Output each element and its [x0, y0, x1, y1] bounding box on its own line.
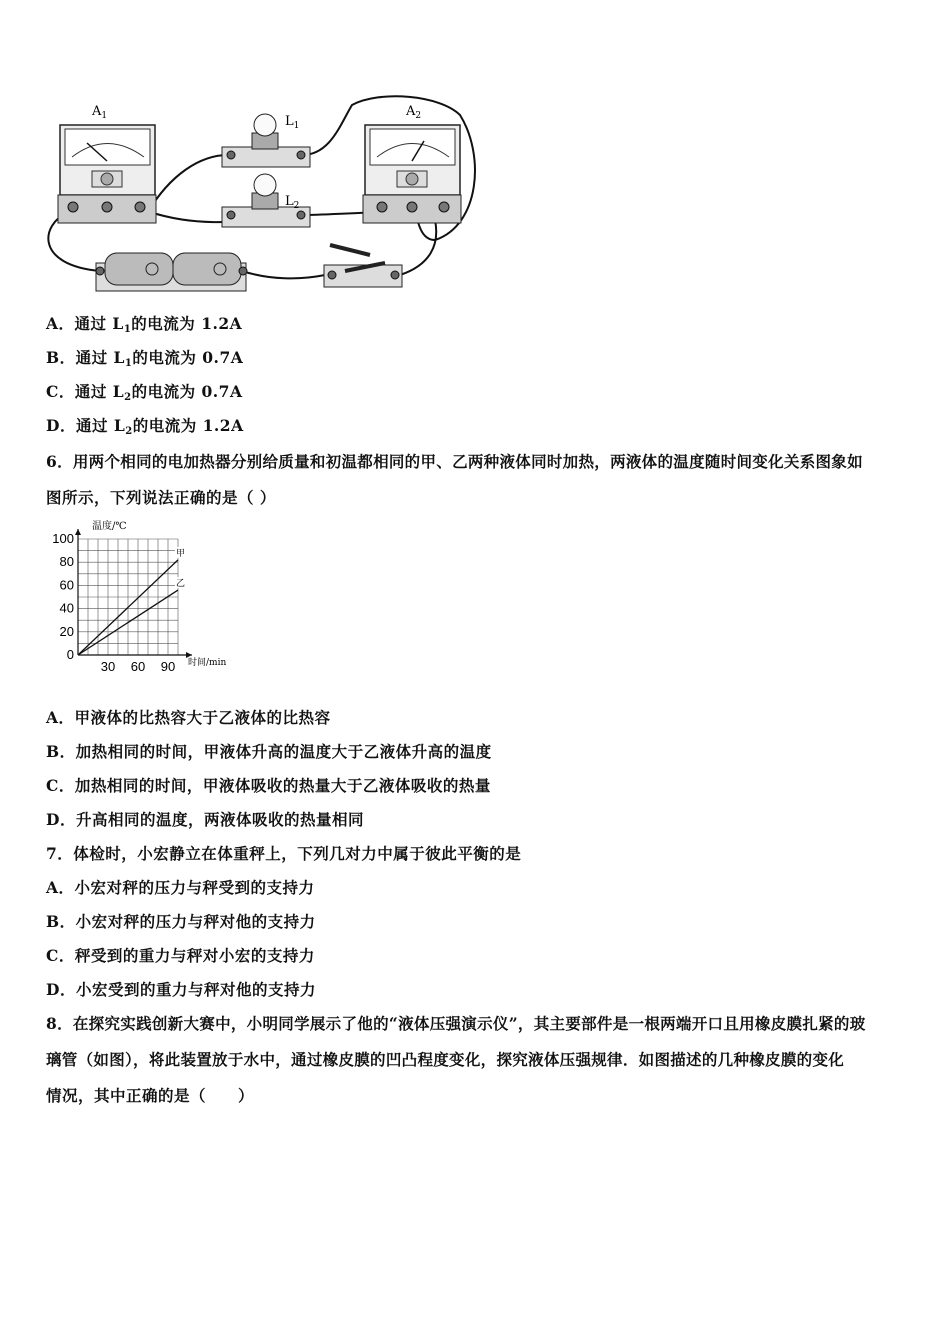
q6-option-b: B．加热相同的时间，甲液体升高的温度大于乙液体升高的温度 [46, 742, 492, 761]
q7-stem: 7．体检时，小宏静立在体重秤上，下列几对力中属于彼此平衡的是 [46, 844, 522, 863]
label-l1: $L_1$ [285, 114, 300, 131]
q5-option-a: A．通过 $L_1$的电流为 1.2A [46, 314, 243, 335]
q5-option-c: C．通过 $L_2$的电流为 0.7A [46, 382, 243, 403]
label-a1: $A_1$ [92, 104, 108, 121]
q7-option-c: C．秤受到的重力与秤对小宏的支持力 [46, 946, 315, 965]
q7-option-a: A．小宏对秤的压力与秤受到的支持力 [46, 878, 315, 897]
q5-option-b: B．通过 $L_1$的电流为 0.7A [46, 348, 244, 369]
wire-a1-l1 [148, 155, 228, 212]
label-l2: $L_2$ [285, 194, 300, 211]
q6-option-a: A．甲液体的比热容大于乙液体的比热容 [46, 708, 331, 727]
label-a2: $A_2$ [406, 104, 422, 121]
wire-switch-a2 [400, 220, 436, 275]
series-label: 甲 [176, 548, 186, 559]
q6-stem-line2: 图所示，下列说法正确的是（ ） [46, 488, 276, 507]
q7-option-b: B．小宏对秤的压力与秤对他的支持力 [46, 912, 316, 931]
chart-grid [75, 529, 192, 658]
chart-xlabel: 时间/min [188, 658, 227, 668]
y-tick-label: 60 [59, 577, 74, 593]
switch [324, 245, 402, 287]
q8-stem-line3: 情况，其中正确的是（ ） [46, 1086, 255, 1105]
ammeter-a1 [58, 125, 156, 223]
chart-ylabel: 温度/℃ [92, 521, 127, 532]
y-tick-label: 40 [59, 600, 74, 616]
y-tick-label: 20 [59, 623, 74, 639]
chart-series [78, 547, 186, 655]
series-label: 乙 [176, 579, 186, 590]
q6-option-c: C．加热相同的时间，甲液体吸收的热量大于乙液体吸收的热量 [46, 776, 491, 795]
x-tick-label: 30 [100, 659, 116, 674]
q6-option-d: D．升高相同的温度，两液体吸收的热量相同 [46, 810, 364, 829]
y-tick-label: 100 [52, 531, 74, 546]
battery [96, 253, 247, 291]
circuit-diagram [40, 95, 480, 300]
q8-stem-line2: 璃管（如图），将此装置放于水中，通过橡皮膜的凹凸程度变化，探究液体压强规律．如图描述的几种橡皮膜的变化 [46, 1050, 845, 1069]
y-tick-label: 80 [59, 554, 74, 570]
wire-battery-switch [242, 271, 325, 278]
x-tick-label: 90 [160, 659, 176, 674]
temperature-chart [40, 515, 250, 675]
ammeter-a2 [363, 125, 461, 223]
x-tick-label: 60 [130, 659, 146, 674]
y-axis-arrow [75, 529, 81, 535]
y-tick-label: 0 [66, 647, 74, 662]
chart-ticks [52, 531, 175, 674]
q5-option-d: D．通过 $L_2$的电流为 1.2A [46, 416, 244, 437]
q6-stem-line1: 6．用两个相同的电加热器分别给质量和初温都相同的甲、乙两种液体同时加热，两液体的温度随时间变化关系图象如 [46, 452, 863, 471]
q7-option-d: D．小宏受到的重力与秤对他的支持力 [46, 980, 316, 999]
q8-stem-line1: 8．在探究实践创新大赛中，小明同学展示了他的“液体压强演示仪”，其主要部件是一根两端开口且用橡皮膜扎紧的玻 [46, 1014, 866, 1033]
